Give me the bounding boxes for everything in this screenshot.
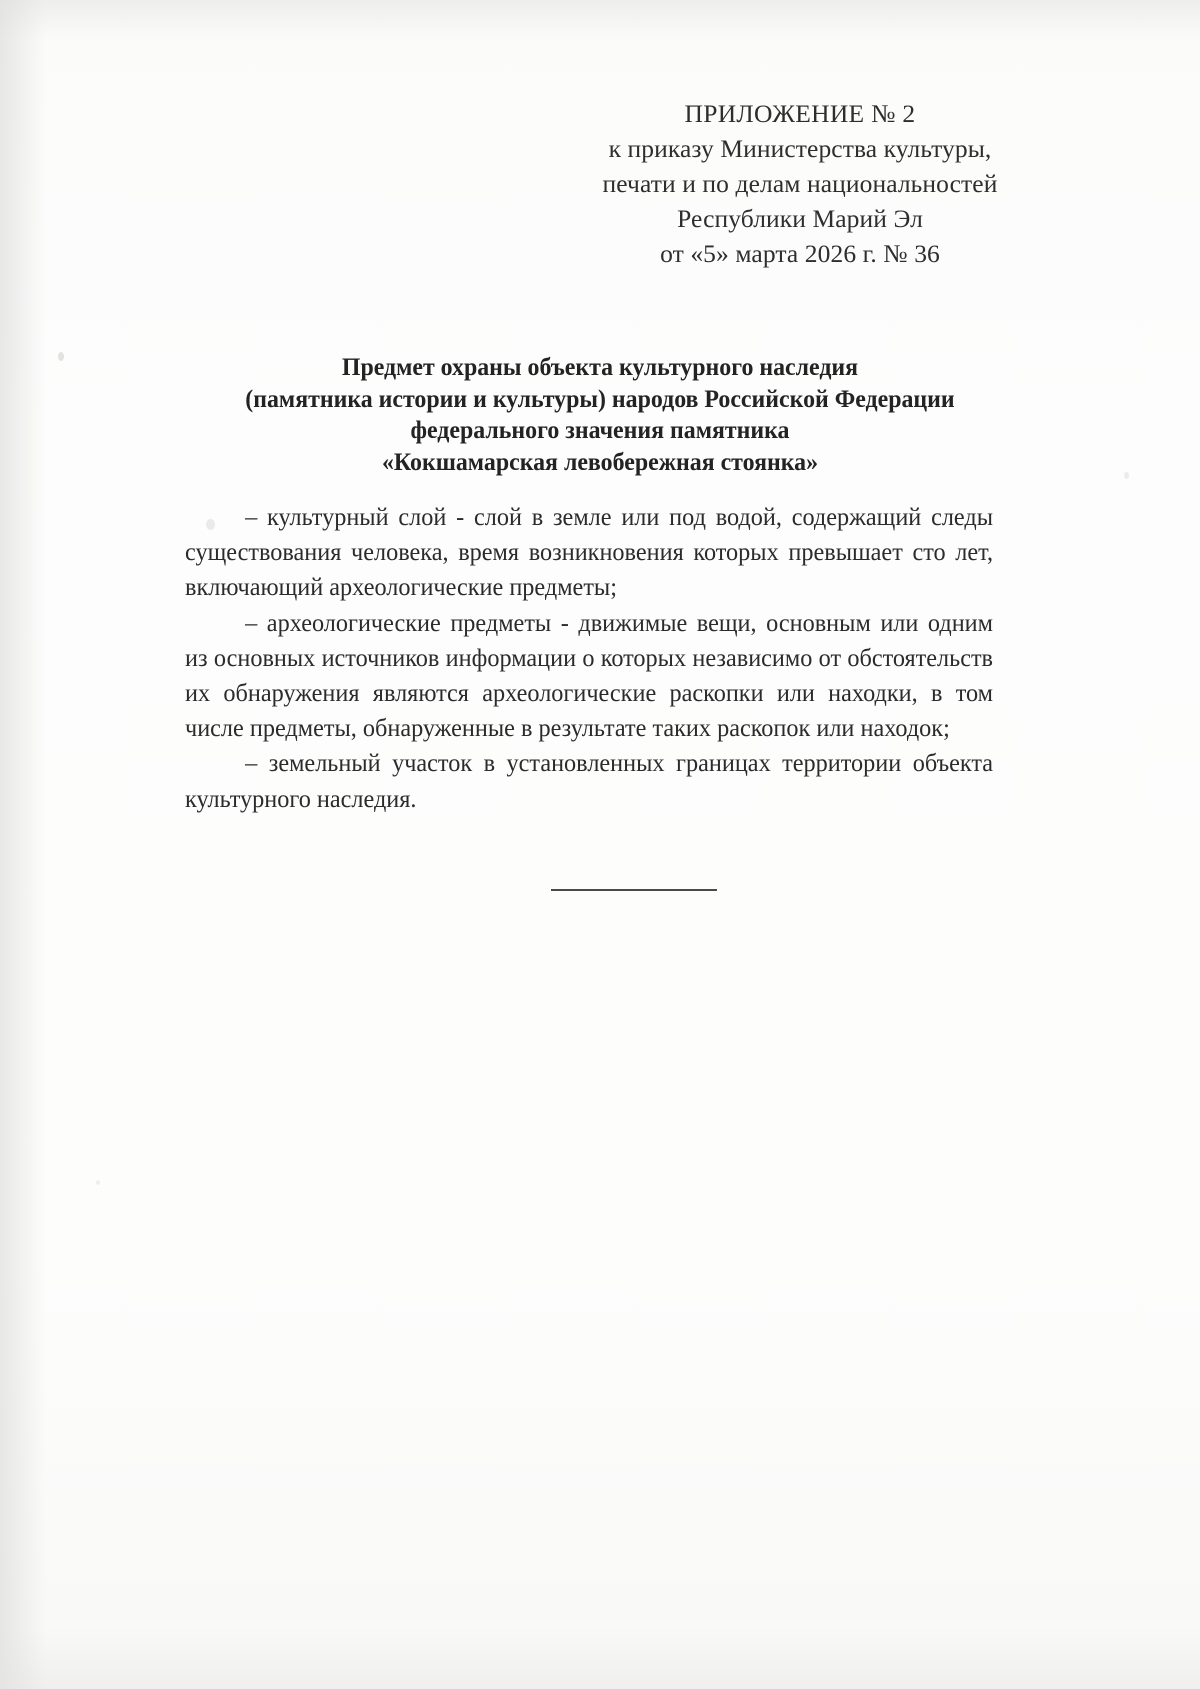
paragraph-land-plot: – земельный участок в установленных границах территории объекта культурного наследия. — [185, 750, 994, 813]
title-line-3: федерального значения памятника — [410, 417, 790, 444]
scan-speck — [58, 352, 64, 361]
title-line-2: (памятника истории и культуры) народов Российской Федерации — [245, 385, 955, 413]
order-authority-line-1: к приказу Министерства культуры, — [608, 134, 992, 163]
blank-page-area — [0, 930, 1200, 1689]
order-authority-line-2: печати и по делам национальностей — [602, 169, 998, 198]
appendix-header-block — [560, 96, 1040, 271]
monument-name: «Кокшамарская левобережная стоянка» — [381, 448, 819, 476]
appendix-number-line: ПРИЛОЖЕНИЕ № 2 — [684, 99, 916, 128]
republic-line: Республики Марий Эл — [677, 204, 923, 233]
body-text — [185, 500, 993, 817]
paragraph-cultural-layer: – культурный слой - слой в земле или под водой, содержащий следы существования человека, время возникновения которых превышает сто лет, включающий археологические предметы; — [185, 504, 994, 602]
paragraph-archaeological-objects: – археологические предметы - движимые вещи, основным или одним из основных источников информации о которых независимо от обстоятельств их обнаружения являются археологические раскопки или находки, в том числе предметы, обнаруженные в результате таких раскопок или находок; — [185, 609, 994, 743]
section-separator-rule — [551, 889, 717, 891]
order-date-number-line: от «5» марта 2026 г. № 36 — [660, 239, 940, 268]
title-line-1: Предмет охраны объекта культурного наследия — [341, 354, 859, 381]
scan-speck — [1124, 472, 1129, 479]
document-title — [142, 352, 1059, 478]
scan-edge-shading-top — [0, 0, 1200, 40]
